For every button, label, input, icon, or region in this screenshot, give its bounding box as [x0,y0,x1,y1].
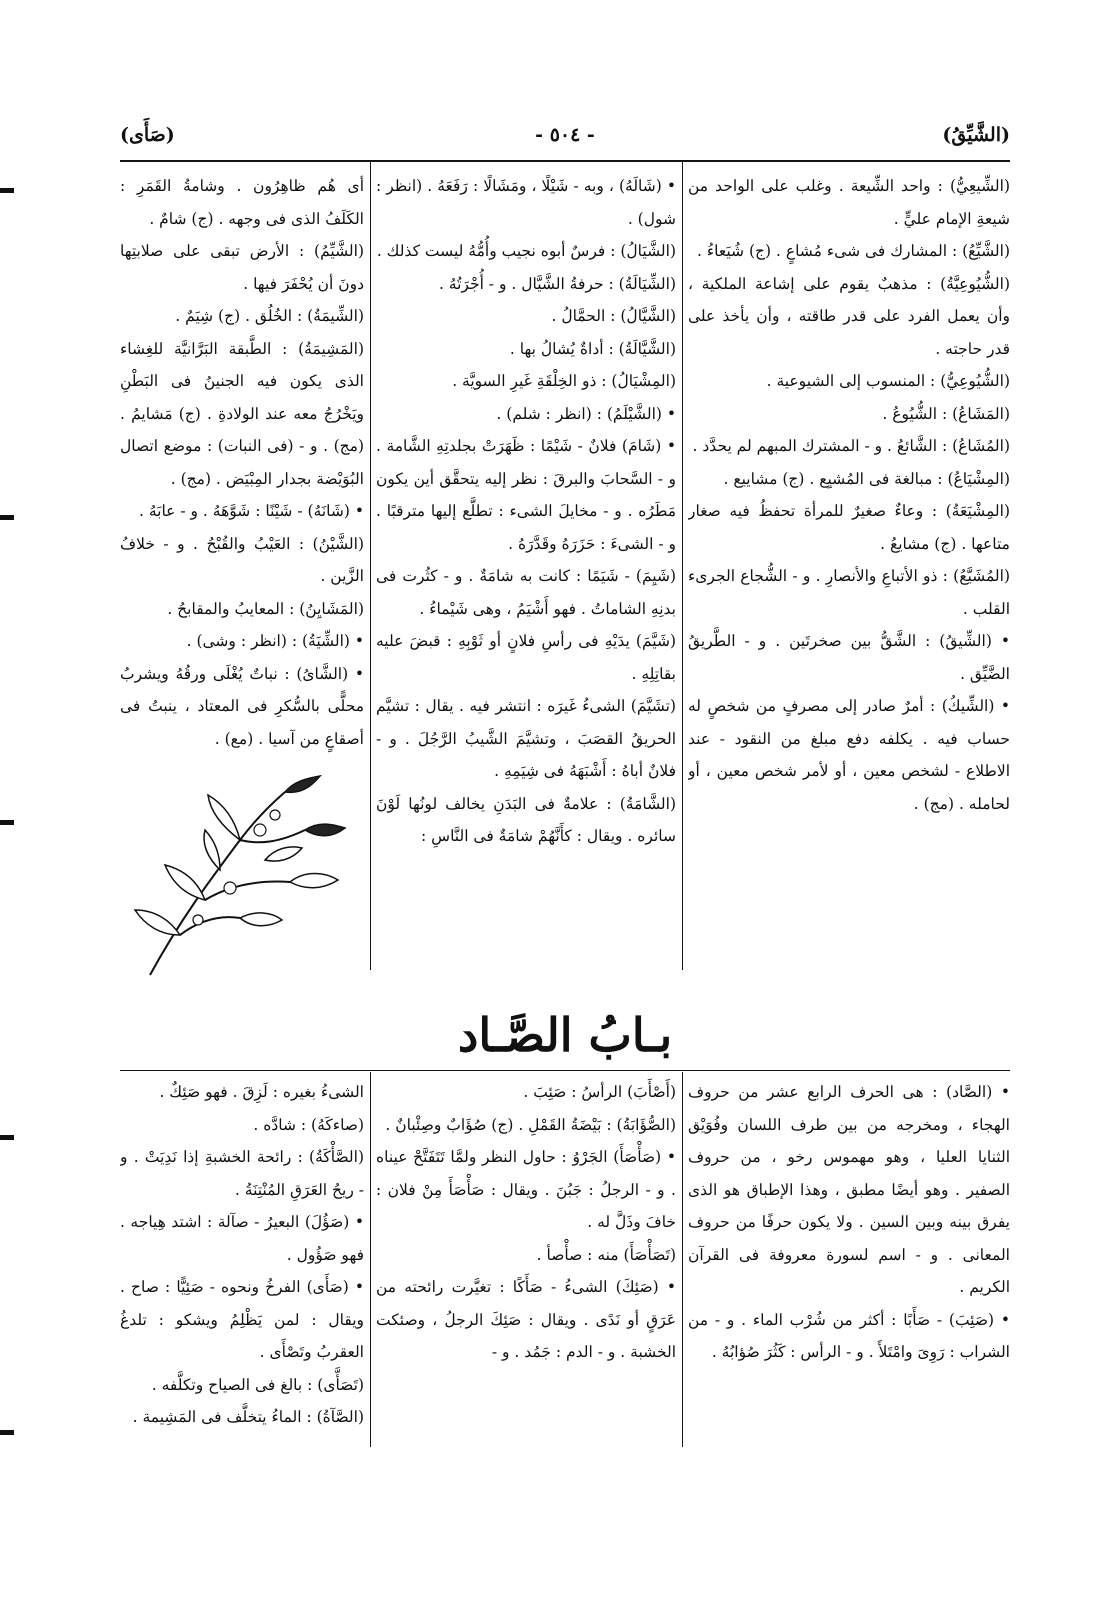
entry: • (الشِّيَةُ) : (انظر : وشى) . [186,632,364,650]
chapter-title: بـابُ الصَّـاد [457,1008,673,1062]
column-top-right [688,170,1010,970]
entry: (الشَّيَّالُ) : الحمَّالُ . [551,307,676,325]
tea-plant-illustration [110,770,350,980]
scan-edge-mark [0,1135,14,1140]
entry: (شَيَّمَ) يدَيْهِ فى رأسِ فلانٍ أو ثَوْبِهِ : قبضَ عليه بقاتِلِهِ . [376,632,676,683]
entry: • (صَئِبَ) - صَأَبًا : أكثر من شُرْب الماء . و - من الشراب : رَوِىَ وامْتَلأَ . و - الرأس : كَثُرَ صُؤابُهُ . [688,1310,1010,1361]
entry: • (الشَّاىُ) : نباتٌ يُغْلَى ورقُهُ ويشربُ محلًّى بالسُّكرِ فى المعتاد ، ينبتُ فى أصقاعٍ من آسيا . (مع) . [120,664,364,748]
entry: (الشَّيِّمُ) : الأرض تبقى على صلابتِها دونَ أن يُحْفَرَ فيها . [120,242,364,293]
entry: (الشَّيِّعُ) : المشارك فى شىء مُشاعٍ . (ج) شُيَعاءُ . [697,242,1010,260]
entry: (الشَّيْنُ) : العَيْبُ والقُبْحُ . و - خلافُ الزَّين . [120,534,364,585]
entry: (أَصْأَبَ) الرأسُ : صَئِبَ . [523,1083,676,1101]
entry: (الشُّيُوعِيُّ) : المنسوب إلى الشيوعية . [766,372,1010,390]
entry: • (صَأَى) الفرخُ ونحوه - صَئِيًّا : صاح . ويقال : لمن يَظْلِمُ ويشكو : تلدغُ العقربُ وتَصْأَى . [120,1278,364,1361]
entry: (المِشْيَاعُ) : مبالغة فى المُشيِع . (ج) مشاييع . [723,469,1010,488]
scan-edge-mark [0,1430,14,1435]
scan-edge-mark [0,515,14,520]
entry: • (شَالَهُ) ، وبه - شَيْلًا ، ومَشَالًا : رَفَعَهُ . (انظر : شول) . [376,177,676,228]
entry: (الصَّآةُ) : الماءُ يتخلَّف فى المَشِيمة . [132,1408,364,1426]
entry: (شَيِمَ) - شَيَمًا : كانت به شامَةٌ . و - كثُرت فى بدنِهِ الشاماتُ . فهو أَشْيَمُ ، وهى شَيْماءُ . [376,567,676,618]
entry: (الشَّامَةُ) : علامةٌ فى البَدَنِ يخالف لونُها لَوْنَ سائره . ويقال : كأَنَّهُمْ شامَةٌ فى النَّاسِ : [376,794,676,845]
header-rule [120,160,1010,162]
column-divider [682,162,683,970]
entry: (تَصَأَّى) : بالغ فى الصياح وتكلَّفه . [151,1375,364,1394]
entry: • (الشِّيكُ) : أمرٌ صادر إلى مصرفٍ من شخصٍ له حساب فيه . يكلفه دفع مبلغ من النقود - عند الاطلاع - لشخص معين ، أو لأمر شخص معين ، أو لحامله . (مج) . [688,697,1010,813]
entry: (تشَيَّمَ) الشىءُ غَيرَه : انتشر فيه . يقال : تشيَّم الحريقُ القصَبَ ، وتشيَّمَ الشَّيبُ الرَّجُلَ . و - فلانٌ أباهُ : أَشْبَهَهُ فى شِيَمِهِ . [376,697,676,780]
column-divider [370,162,371,970]
entry: (الشِّيعِيُّ) : واحد الشِّيعة . وغلب على الواحد من شيعةِ الإمام عليٍّ . [688,177,1010,228]
entry: (الصُّؤَابَةُ) : بَيْضَةُ القَمْلِ . (ج) صُؤَابٌ وصِئْبانٌ . [385,1115,676,1134]
page-number: - ٥٠٤ - [535,124,595,146]
entry: • (الشَّيْلَمُ) : (انظر : شلم) . [496,404,676,423]
entry: (المَشَايِنُ) : المعايبُ والمقابحُ . [167,599,364,618]
entry: (تَصَأْصَأَ) منه : صأْصأ . [536,1245,676,1264]
entry: (المُشَاعُ) : الشَّائعُ . و - المشترك المبهم لم يحدَّد . [692,437,1010,455]
entry: (المِشْيَعَةُ) : وعاءٌ صغيرٌ للمرأة تحفظُ فيه صغار متاعها . (ج) مشايعُ . [688,502,1010,553]
entry: • (الشِّيقُ) : الشَّقُّ بين صخرتَين . و - الطَّريقُ الضَّيِّق . [688,632,1010,683]
entry: (المَشَاعُ) : الشُّيُوعُ . [882,404,1010,423]
entry: (المَشِيمَةُ) : الطَّبقة البَرَّانيَّة للغِشاء الذى يكون فيه الجنينُ فى البَطْنِ ويَخْرُجُ معه عند الولادةِ . (ج) مَشايمُ . (مج) . و - (فى النبات) : موضع اتصال البُوَيْضة بجدار المِبْيَض . (مج) . [120,339,364,488]
entry: • (شَانَهُ) - شَيْنًا : شَوَّهَهُ . و - عابَهُ . [138,502,364,520]
column-bottom-left [120,1076,364,1456]
entry: (الشِّيَالَةُ) : حرفةُ الشَّيَّال . و - أُجْرَتُهُ . [438,274,676,293]
entry: أى هُم ظاهِرُون . وشامةُ القَمَرِ : الكَلَفُ الذى فى وجهه . (ج) شامٌ . [120,177,364,228]
scan-edge-mark [0,188,14,193]
column-top-middle [376,170,676,970]
column-divider [370,1072,371,1447]
entry: (الشَّيَالُ) : فرسٌ أبوه نجيب وأُمُّهُ ليست كذلك . [376,242,676,260]
entry: (الشَّيَّالَةُ) : أداةٌ يُشالُ بها . [509,339,676,358]
header-right-keyword: (الشَّيِّقُ) [942,124,1010,146]
entry: • (صَئِكَ) الشىءُ - صَأَكًا : تغيَّرت رائحته من عَرَقٍ أو نَدًى . ويقال : صَئِكَ الرجلُ ، وصئكت الخشبة . و - الدم : جَمُد . و - [376,1278,676,1361]
entry: (الشُّيُوعِيَّةُ) : مذهبٌ يقوم على إشاعة الملكية ، وأن يعمل الفرد على قدر طاقته ، وأن يأخذ على قدر حاجته . [688,274,1010,358]
header-left-keyword: (صَأَى) [120,124,175,146]
entry: الشىءُ بغيره : لَزِقَ . فهو صَئِكٌ . [159,1083,364,1101]
entry: • (صَأْصَأَ) الجَرْوُ : حاول النظر ولمَّا تَتَفَتَّحْ عيناه . و - الرجلُ : جَبُنَ . ويقال : صَأْصَأَ مِنْ فلان : خافَ وذَلَّ له . [376,1148,676,1231]
entry: (صاءكَهُ) : شادَّه . [253,1115,364,1134]
entry: • (شَامَ) فلانٌ - شَيْمًا : ظَهَرَتْ بجلدتِهِ الشَّامة . و - السَّحابَ والبرقَ : نظر إليه يتحقَّق أين يكون مَطَرُه . و - مخايلَ الشىء : تطلَّع إليها مترقبًا . و - الشىءَ : حَزَرَهُ وقَدَّرَهُ . [376,437,676,553]
page-header [120,120,1010,160]
entry: (المُشَيَّعُ) : ذو الأتباعِ والأنصارِ . و - الشُّجاع الجرىء القلب . [688,567,1010,618]
column-bottom-middle [376,1076,676,1456]
entry: (المِشْيَالُ) : ذو الخِلْقَةِ غَيرِ السويَّة . [452,372,676,390]
section-rule [120,1070,1010,1071]
column-top-left [120,170,364,770]
column-bottom-right [688,1076,1010,1456]
column-divider [682,1072,683,1447]
entry: • (الصَّاد) : هى الحرف الرابع عشر من حروف الهجاء ، ومخرجه من بين طرف اللسان وفُوَيْق الثنايا العليا ، وهو مهموس رخو ، من حروف الصفير . وهو أيضًا مطبق ، وهذا الإطباق هو الذى يفرق بينه وبين السين . ولا يكون حرفًا من حروف المعانى . و - اسم لسورة معروفة فى القرآن الكريم . [688,1083,1010,1296]
entry: (الشِّيمَةُ) : الخُلُق . (ج) شِيَمٌ . [175,307,364,325]
entry: • (صَؤُلَ) البعيرُ - صآلة : اشتد هِياجه . فهو صَؤُول . [120,1213,364,1264]
entry: (الصَّأْكَةُ) : رائحة الخشبةِ إذا نَدِيَتْ . و - ريحُ العَرَقِ المُنْتِنَةُ . [120,1148,364,1199]
scan-edge-mark [0,820,14,825]
